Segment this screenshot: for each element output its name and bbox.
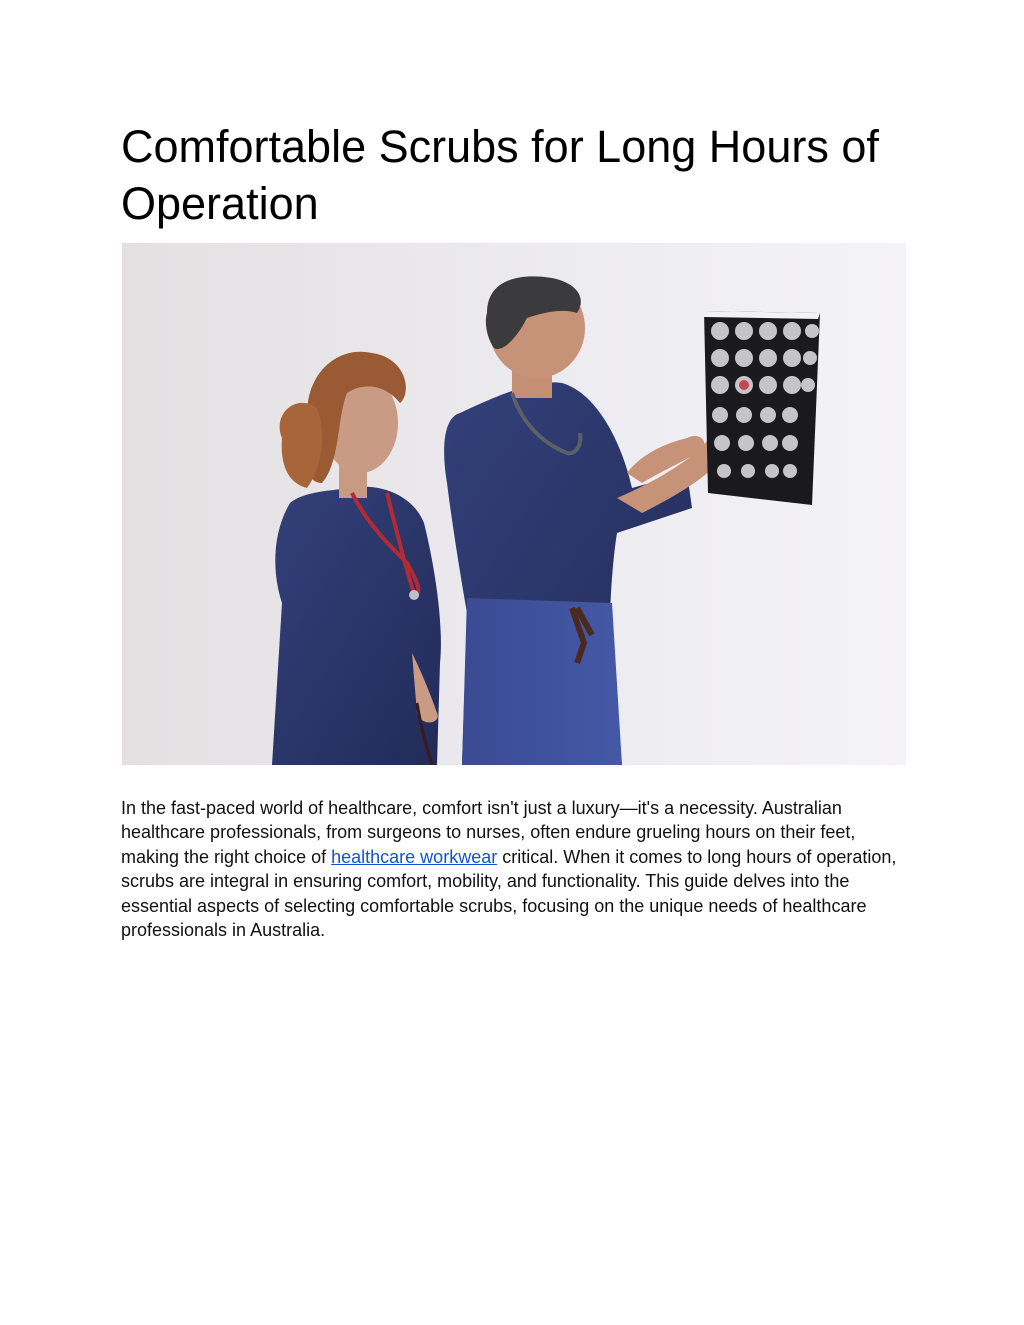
healthcare-workwear-link[interactable]: healthcare workwear	[331, 846, 498, 867]
intro-text-start: In the fast-paced world of healthcare, comfort isn't just a luxury—it's a necessity. Australian healthcare professionals, from surgeons to nurses, often endure grueling hours on their feet, making the right choice of	[121, 798, 856, 867]
intro-text-end: critical. When it comes to long hours of operation, scrubs are integral in ensuring comfort, mobility, and functionality. This guide delves into the essential aspects of selecting comfortable scrubs, focusing on the unique needs of healthcare professionals in Australia.	[121, 846, 897, 941]
ct-scan-film	[704, 311, 820, 505]
intro-paragraph	[121, 796, 911, 942]
page-title: Comfortable Scrubs for Long Hours of Operation	[121, 121, 879, 229]
hero-image-doctors-reviewing-ct-scan	[122, 243, 906, 765]
